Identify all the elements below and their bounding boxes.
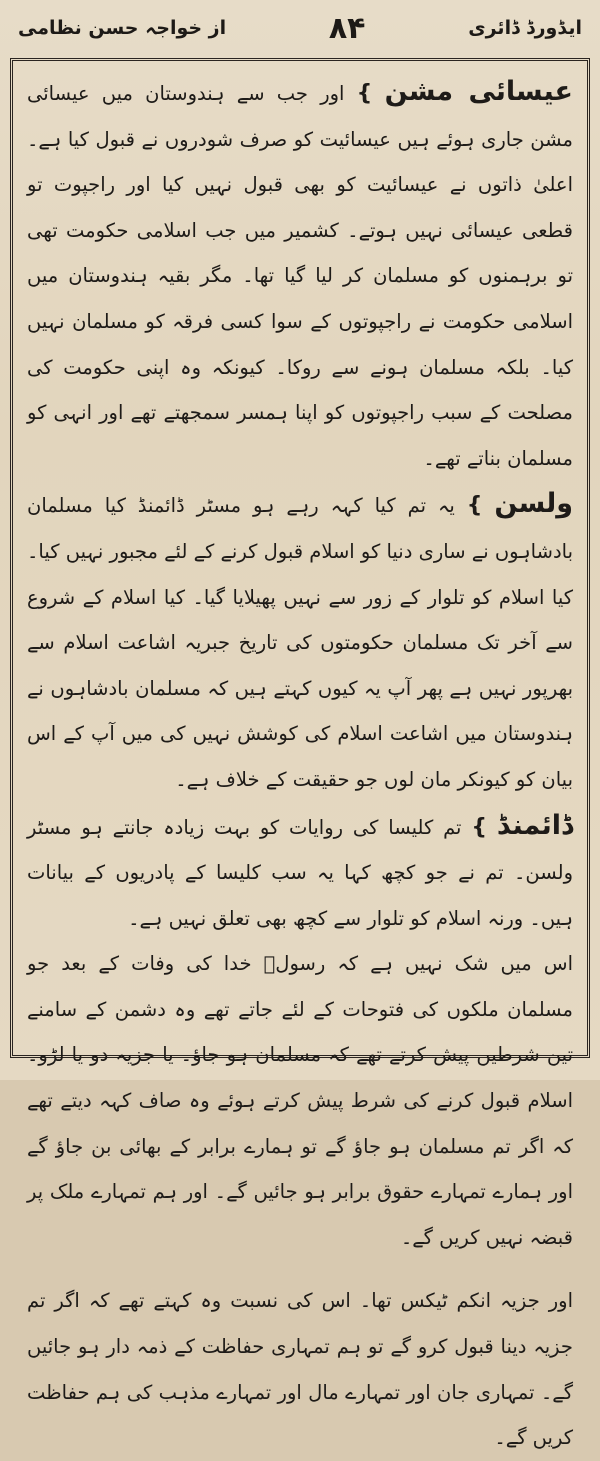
speaker-heading: ولسن [494,488,574,520]
paragraph-text: اور جب سے ہندوستان میں عیسائی مشن جاری ہوئے ہیں عیسائیت کو صرف شودروں نے قبول کیا ہے۔ اعلیٰ ذاتوں نے عیسائیت کو بھی قبول نہیں کیا اور راجپوت تو قطعی عیسائی نہیں ہوتے۔ کشمیر میں جب اسلامی حکومت تھی تو برہمنوں کو مسلمان کر لیا گیا تھا۔ مگر بقیہ ہندوستان میں اسلامی حکومت نے راجپوتوں کے سوا کسی فرقہ کو مسلمان نہیں کیا۔ بلکہ مسلمان ہونے سے روکا۔ کیونکہ وہ اپنی حکومت کی مصلحت کے سبب راجپوتوں کو اپنا ہمسر سمجھتے تھے اور انہی کو مسلمان بناتے تھے۔ [27,82,573,470]
author-name: از خواجہ حسن نظامی [18,17,227,39]
page-body [27,69,573,1461]
paragraph-gap [27,1260,573,1278]
paragraph-wilson [27,481,573,802]
bracket-mark: } [471,814,488,840]
book-title: ایڈورڈ ڈائری [468,17,582,39]
page-number: ۸۴ [328,10,366,46]
speaker-heading: ڈائمنڈ [496,809,574,841]
paragraph-missionary [27,69,573,481]
page-header [18,6,582,50]
bracket-mark: } [356,81,373,106]
text-frame [10,58,590,1450]
paragraph-diamond [27,803,573,942]
paragraph-jizya: اور جزیہ انکم ٹیکس تھا۔ اس کی نسبت وہ کہتے تھے کہ اگر تم جزیہ دینا قبول کرو گے تو ہم تمہاری حفاظت کے ذمہ دار ہو جائیں گے۔ تمہاری جان اور تمہارے مال اور تمہارے مذہب کی ہم حفاظت کریں گے۔ [27,1289,573,1450]
bracket-mark: } [466,493,483,519]
paragraph-conditions: اس میں شک نہیں ہے کہ رسولؐ خدا کی وفات کے بعد جو مسلمان ملکوں کی فتوحات کے لئے جاتے تھے وہ دشمن کے سامنے تین شرطیں پیش کرتے تھے کہ مسلمان ہو جاؤ۔ یا جزیہ دو یا لڑو۔ اسلام قبول کرنے کی شرط پیش کرتے ہوئے وہ صاف کہہ دیتے تھے کہ اگر تم مسلمان ہو جاؤ گے تو ہمارے برابر کے بھائی بن جاؤ گے اور ہمارے تمہارے حقوق برابر ہو جائیں گے۔ اور ہم تمہارے ملک پر قبضہ نہیں کریں گے۔ [27,952,573,1249]
speaker-heading: عیسائی مشن [384,76,573,107]
paragraph-text: یہ تم کیا کہہ رہے ہو مسٹر ڈائمنڈ کیا مسلمان بادشاہوں نے ساری دنیا کو اسلام قبول کرنے کے لئے مجبور نہیں کیا۔ کیا اسلام کو تلوار کے زور سے نہیں پھیلایا گیا۔ کیا اسلام کے شروع سے آخر تک مسلمان حکومتوں کی تاریخ جبریہ اشاعت اسلام سے بھرپور نہیں ہے پھر آپ یہ کیوں کہتے ہیں کہ مسلمان بادشاہوں نے ہندوستان میں اشاعت اسلام کی کوشش نہیں کی میں آپ کے اس بیان کو کیونکر مان لوں جو حقیقت کے خلاف ہے۔ [27,494,573,791]
paragraph-text: تم کلیسا کی روایات کو بہت زیادہ جانتے ہو مسٹر ولسن۔ تم نے جو کچھ کہا یہ سب کلیسا کے پادریوں کے بیانات ہیں۔ ورنہ اسلام کو تلوار سے کچھ بھی تعلق نہیں ہے۔ [27,815,573,930]
